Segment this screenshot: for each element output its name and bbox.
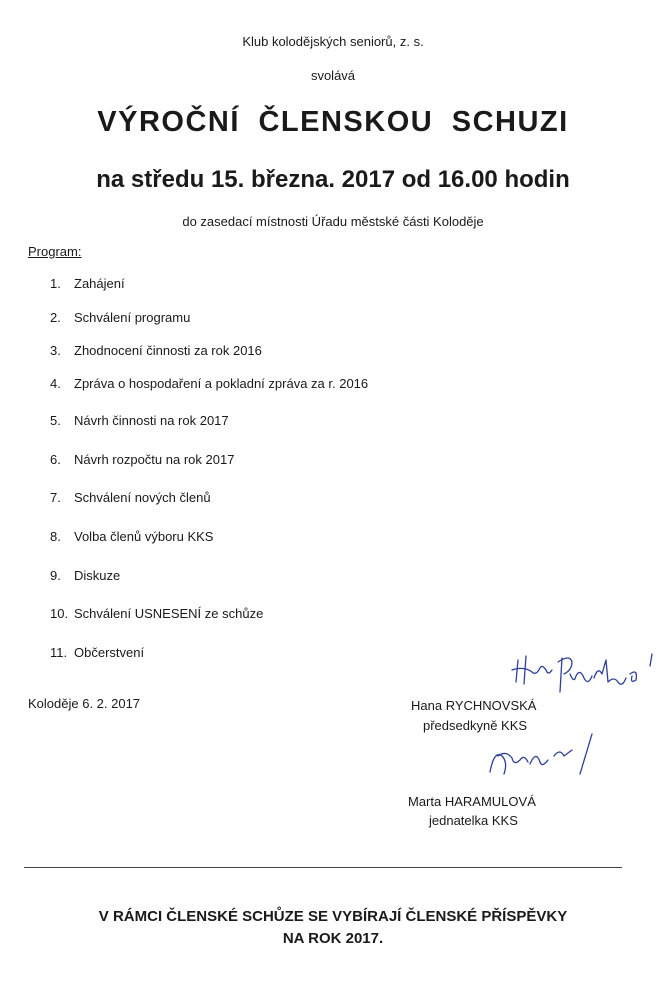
divider-line (24, 867, 622, 868)
footer-line: NA ROK 2017. (282, 930, 384, 947)
signatory-name: Marta HARAMULOVÁ (408, 794, 536, 809)
meeting-venue: do zasedací místnosti Úřadu městské části Koloděje (182, 214, 484, 229)
club-name: Klub kolodějských seniorů, z. s. (242, 34, 424, 49)
meeting-date: na středu 15. března. 2017 od 16.00 hodin (96, 166, 570, 193)
convenes-text: svolává (310, 68, 356, 83)
signatory-name: Hana RYCHNOVSKÁ (411, 698, 537, 713)
place-and-date: Koloděje 6. 2. 2017 (28, 696, 141, 711)
footer-notice (0, 906, 666, 950)
signature-chair (510, 648, 660, 704)
program-item: 3. Zhodnocení činnosti za rok 2016 (50, 343, 262, 358)
program-item: 7. Schválení nových členů (50, 490, 211, 505)
program-item: 1. Zahájení (50, 276, 125, 291)
program-item: 8. Volba členů výboru KKS (50, 529, 214, 544)
meeting-title: VÝROČNÍ ČLENSKOU SCHUZI (97, 106, 569, 138)
program-item: 4. Zpráva o hospodaření a pokladní zpráva za r. 2016 (50, 376, 369, 391)
program-item: 10. Schválení USNESENÍ ze schůze (50, 606, 264, 621)
signatory-role: předsedkyně KKS (423, 718, 528, 733)
signature-secretary (484, 726, 614, 782)
program-item: 9. Diskuze (50, 568, 121, 583)
program-item: 2. Schválení programu (50, 310, 191, 325)
program-item: 11. Občerstvení (50, 645, 145, 660)
program-item: 6. Návrh rozpočtu na rok 2017 (50, 452, 235, 467)
program-label: Program: (28, 244, 82, 259)
footer-line: V RÁMCI ČLENSKÉ SCHŮZE SE VYBÍRAJÍ ČLENSKÉ PŘÍSPĚVKY (98, 908, 568, 925)
signatory-role: jednatelka KKS (429, 813, 518, 828)
program-item: 5. Návrh činnosti na rok 2017 (50, 413, 229, 428)
